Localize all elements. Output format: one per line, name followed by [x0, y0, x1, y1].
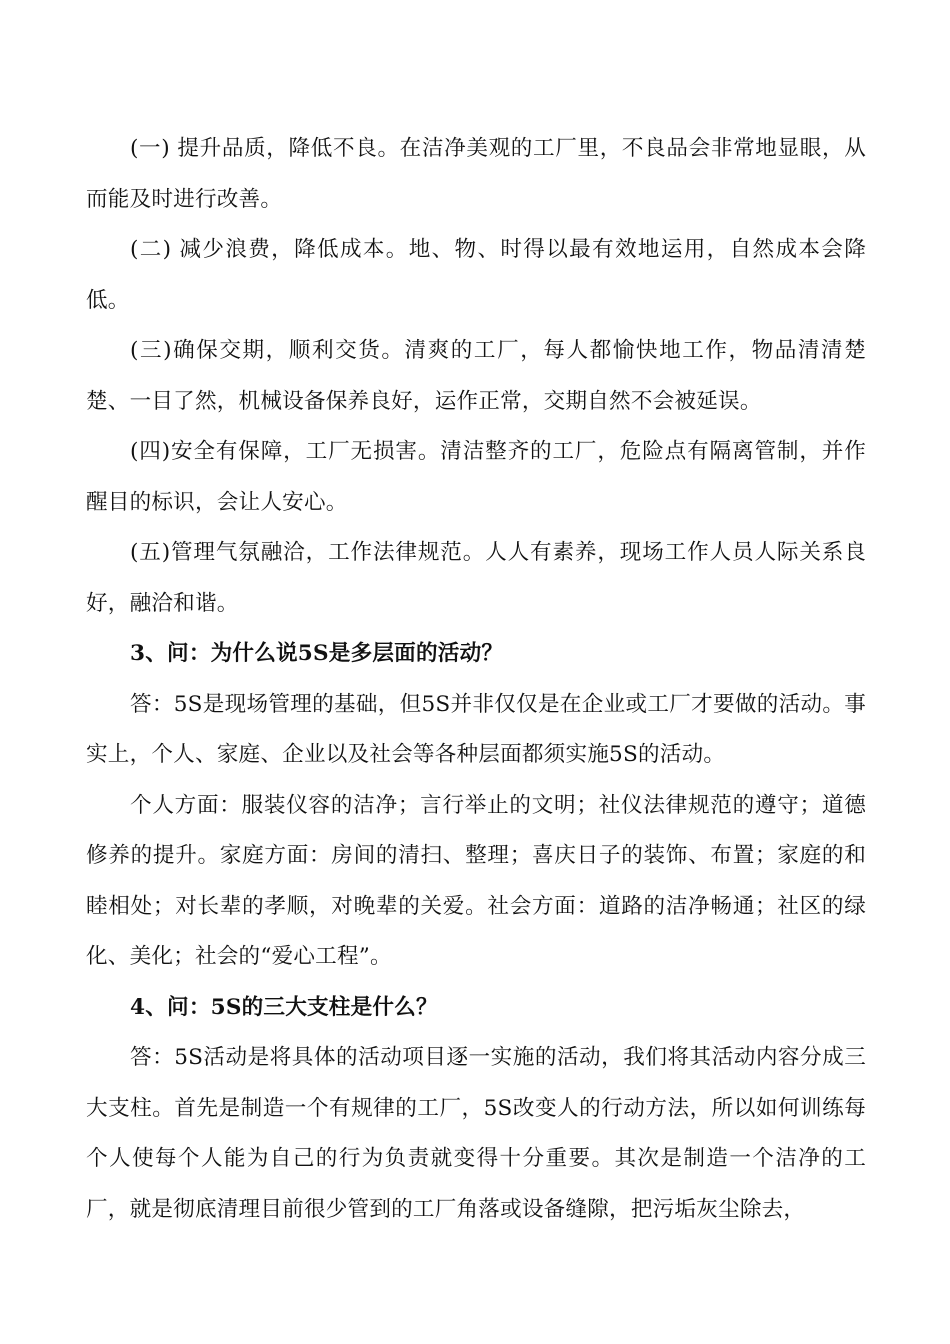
- paragraph-benefit-1: (一) 提升品质，降低不良。在洁净美观的工厂里，不良品会非常地显眼，从而能及时进行改善。: [86, 136, 866, 212]
- document-body: [86, 124, 866, 1235]
- question-heading-4: 4、问：5S的三大支柱是什么？: [130, 994, 438, 1020]
- paragraph-benefit-5: (五)管理气氛融洽，工作法律规范。人人有素养，现场工作人员人际关系良好，融洽和谐。: [86, 540, 866, 616]
- question-heading-3: 3、问：为什么说5S是多层面的活动？: [130, 641, 504, 666]
- paragraph-levels: 个人方面：服装仪容的洁净；言行举止的文明；社仪法律规范的遵守；道德修养的提升。家庭方面：房间的清扫、整理；喜庆日子的装饰、布置；家庭的和睦相处；对长辈的孝顺，对晚辈的关爱。社会方面：道路的洁净畅通；社区的绿化、美化；社会的“爱心工程”。: [86, 792, 866, 969]
- answer-paragraph-4: 答：5S活动是将具体的活动项目逐一实施的活动，我们将其活动内容分成三大支柱。首先是制造一个有规律的工厂，5S改变人的行动方法，所以如何训练每个人使每个人能为自己的行为负责就变得十分重要。其次是制造一个洁净的工厂，就是彻底清理目前很少管到的工厂角落或设备缝隙，把污垢灰尘除去，: [86, 1045, 866, 1222]
- answer-paragraph-3: 答：5S是现场管理的基础，但5S并非仅仅是在企业或工厂才要做的活动。事实上，个人、家庭、企业以及社会等各种层面都须实施5S的活动。: [86, 691, 866, 767]
- paragraph-benefit-2: (二) 减少浪费，降低成本。地、物、时得以最有效地运用，自然成本会降低。: [86, 237, 866, 313]
- paragraph-benefit-3: (三)确保交期，顺利交货。清爽的工厂，每人都愉快地工作，物品清清楚楚、一目了然，机械设备保养良好，运作正常，交期自然不会被延误。: [86, 338, 866, 414]
- paragraph-benefit-4: (四)安全有保障，工厂无损害。清洁整齐的工厂，危险点有隔离管制，并作醒目的标识，会让人安心。: [86, 439, 866, 515]
